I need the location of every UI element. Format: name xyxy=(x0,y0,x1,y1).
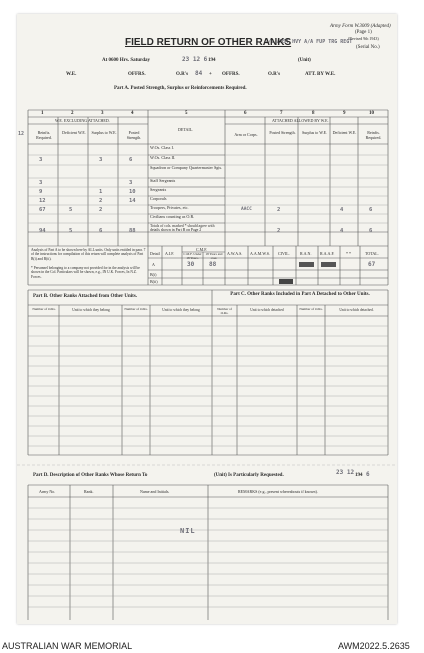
col-num-4: 4 xyxy=(131,111,134,116)
cell-c3: 1 xyxy=(99,189,103,195)
cell-c10: 6 xyxy=(369,207,373,213)
footer-accession: AWM2022.5.2635 xyxy=(338,641,410,651)
an-civil-redacted xyxy=(279,279,293,284)
detail-row-label: Troopers, Privates, etc. xyxy=(150,205,189,210)
an-row-bii: B(ii) xyxy=(150,279,158,284)
serial-label: (Serial No.) xyxy=(356,45,380,50)
c-col-unit-2: Unit to which detached. xyxy=(339,308,374,312)
an-row-a: A xyxy=(152,262,155,267)
cell-c3: 3 xyxy=(99,157,103,163)
cell-c1: 94 xyxy=(39,228,46,234)
an-cmf-18-value: 88 xyxy=(209,261,217,268)
col-num-9: 9 xyxy=(343,111,346,116)
b-col-unit-1: Unit to which they belong xyxy=(72,308,110,312)
an-raaf: R.A.A.F. xyxy=(320,251,335,256)
b-col-num-1: Number of O.Rs. xyxy=(32,307,56,311)
an-ran: R.A.N. xyxy=(300,251,312,256)
an-stars: * * xyxy=(346,251,351,256)
cell-c3: 2 xyxy=(99,207,103,213)
hdr-r-deficient: Deficient W.E. xyxy=(332,130,357,135)
part-d-year-digit: 6 xyxy=(366,471,370,478)
c-col-unit-1: Unit to which detached xyxy=(250,308,284,312)
ors-value: 84 xyxy=(195,70,203,77)
col-num-3: 3 xyxy=(101,111,104,116)
footer-bar xyxy=(0,641,424,653)
cell-c2: 5 xyxy=(69,228,73,234)
form-number: Army Form W.3009 (Adapted) xyxy=(330,24,391,29)
cell-c1: 9 xyxy=(39,189,43,195)
col-num-8: 8 xyxy=(312,111,315,116)
ors-label: O.R's xyxy=(176,72,189,77)
cell-c1: 3 xyxy=(39,180,43,186)
d-col-name: Name and Initials. xyxy=(140,489,170,494)
part-d-year: 194 xyxy=(355,473,363,478)
hdr-posted: Posted Strength. xyxy=(126,130,142,140)
hdr-arm: Arm or Corps. xyxy=(234,132,258,137)
cell-c9: 4 xyxy=(340,207,344,213)
hdr-surplus: Surplus to W.E. xyxy=(91,130,117,135)
part-c-title: Part C. Other Ranks Included in Part A Detached to Other Units. xyxy=(230,292,370,297)
col-num-7: 7 xyxy=(280,111,283,116)
an-total: TOTAL. xyxy=(365,251,379,256)
cell-c2: 5 xyxy=(69,207,73,213)
personnel-note: * Personnel belonging to a company not provided for in the analysis will be shown in the Col. Particulars will be shown, e.g., IN U.K. Forces, In N.Z. Forces. xyxy=(31,266,140,279)
cell-c9: 4 xyxy=(340,228,344,234)
right-group-header: ATTACHED ALLOWED BY W.E. xyxy=(272,118,329,123)
detail-row-label: Corporals xyxy=(150,196,167,201)
nil-stamp: NIL xyxy=(180,527,196,535)
cell-c10: 6 xyxy=(369,228,373,234)
margin-number: 12 xyxy=(18,131,25,137)
d-col-army-no: Army No. xyxy=(39,489,56,494)
part-d-title: Part D. Description of Other Ranks Whose Return To xyxy=(33,473,148,478)
unit-label: (Unit) xyxy=(298,58,311,63)
cell-c3: 6 xyxy=(99,228,103,234)
c-col-num-1: Number of O.Rs. xyxy=(217,307,232,315)
b-col-num-2: Number of O.Rs. xyxy=(124,307,148,311)
detail-totals: Totals of cols. marked * should agree with details shown in Part B on Page 2 xyxy=(150,224,215,233)
an-cmf-18: 18 Years and over. xyxy=(205,252,223,260)
cell-c3: 2 xyxy=(99,198,103,204)
an-total-value: 67 xyxy=(368,261,376,268)
col-num-1: 1 xyxy=(41,111,44,116)
cell-c7: 2 xyxy=(277,228,281,234)
cell-c4: 10 xyxy=(129,189,136,195)
an-cmf-u18-value: 30 xyxy=(187,261,195,268)
part-d-date-stamp: 23 12 xyxy=(336,469,355,476)
detail-row-label: Sergeants xyxy=(150,187,167,192)
hdr-r-surplus: Surplus to W.E. xyxy=(301,130,328,135)
part-a-title: Part A. Posted Strength, Surplus or Reinforcements Required. xyxy=(114,86,247,91)
analysis-note: Analysis of Part A to be shown here by ALL units. Only units entitled in para. 7 of the instructions for compilation of this return will complete analysis of Part B(i) and B(ii). xyxy=(31,248,146,261)
offrs2-label: OFFRS. xyxy=(222,72,240,77)
part-b-title: Part B. Other Ranks Attached from Other Units. xyxy=(33,294,138,299)
hdr-detail: DETAIL. xyxy=(178,127,194,132)
form-page: (Page 1) xyxy=(355,30,372,35)
detail-row-label: W.Os. Class I. xyxy=(150,145,174,150)
an-cmf: C.M.F. xyxy=(196,247,208,252)
cell-c6: AACC xyxy=(241,207,252,212)
date-stamp: 23 12 6 xyxy=(182,56,208,63)
year-prefix: 194 xyxy=(208,58,216,63)
cell-c4: 3 xyxy=(129,180,133,186)
an-detail: Detail xyxy=(150,251,160,256)
d-col-remarks: REMARKS (e.g., present whereabouts if known). xyxy=(238,489,318,494)
plus-sign: + xyxy=(209,72,212,77)
detail-row-label: Civilians counting as O.R. xyxy=(150,214,195,219)
at-hours-label: At 0600 Hrs. Saturday xyxy=(102,58,151,63)
hdr-r-posted: Posted Strength. xyxy=(269,130,296,135)
c-col-num-2: Number of O.Rs. xyxy=(299,307,323,311)
detail-row-label: Squadron or Company Quartermaster Sgts. xyxy=(150,165,223,170)
cell-c4: 14 xyxy=(129,198,136,204)
form-title: FIELD RETURN OF OTHER RANKS xyxy=(125,37,292,48)
hdr-deficient: Deficient W.E. xyxy=(62,130,86,135)
left-group-header: W.E. EXCLUDING ATTACHED. xyxy=(55,118,110,123)
part-d-title-end: (Unit) Is Particularly Requested. xyxy=(214,473,284,478)
unit-stamp: 2/2 AUST HVY A/A FUP TRG REGT xyxy=(265,39,353,45)
an-row-bi: B(i) xyxy=(150,272,157,277)
cell-c1: 12 xyxy=(39,198,46,204)
ors2-label: O.R's xyxy=(268,72,281,77)
an-aamws: A.A.M.W.S. xyxy=(250,251,270,256)
form-revised: (Revised 9th 1943) xyxy=(348,36,379,41)
col-num-5: 5 xyxy=(185,111,188,116)
col-num-10: 10 xyxy=(369,111,374,116)
an-civil: CIVIL. xyxy=(278,251,290,256)
footer-source: AUSTRALIAN WAR MEMORIAL xyxy=(2,641,133,651)
b-col-unit-2: Unit to which they belong xyxy=(162,308,200,312)
cell-c1: 67 xyxy=(39,207,46,213)
an-aif: A.I.F. xyxy=(165,251,175,256)
cell-c7: 2 xyxy=(277,207,281,213)
hdr-r-reinfts: Reinfts. Required. xyxy=(365,130,382,140)
an-cmf-u18: C.M.F. Under 18 Years. xyxy=(183,252,202,260)
d-col-rank: Rank. xyxy=(84,489,94,494)
hdr-reinfts: Reinfts. Required. xyxy=(36,130,52,140)
cell-c4: 6 xyxy=(129,157,133,163)
detail-row-label: W.Os. Class II. xyxy=(150,155,176,160)
we-label: W.E. xyxy=(66,72,77,77)
an-ran-redacted xyxy=(299,262,314,267)
cell-c1: 3 xyxy=(39,157,43,163)
an-awas: A.W.A.S. xyxy=(227,251,243,256)
att-by-label: ATT. BY W.E. xyxy=(305,72,336,77)
cell-c4: 88 xyxy=(129,228,136,234)
col-num-6: 6 xyxy=(244,111,247,116)
offrs-label: OFFRS. xyxy=(128,72,146,77)
an-raaf-redacted xyxy=(321,262,336,267)
col-num-2: 2 xyxy=(71,111,74,116)
detail-row-label: Staff Sergeants xyxy=(150,178,176,183)
